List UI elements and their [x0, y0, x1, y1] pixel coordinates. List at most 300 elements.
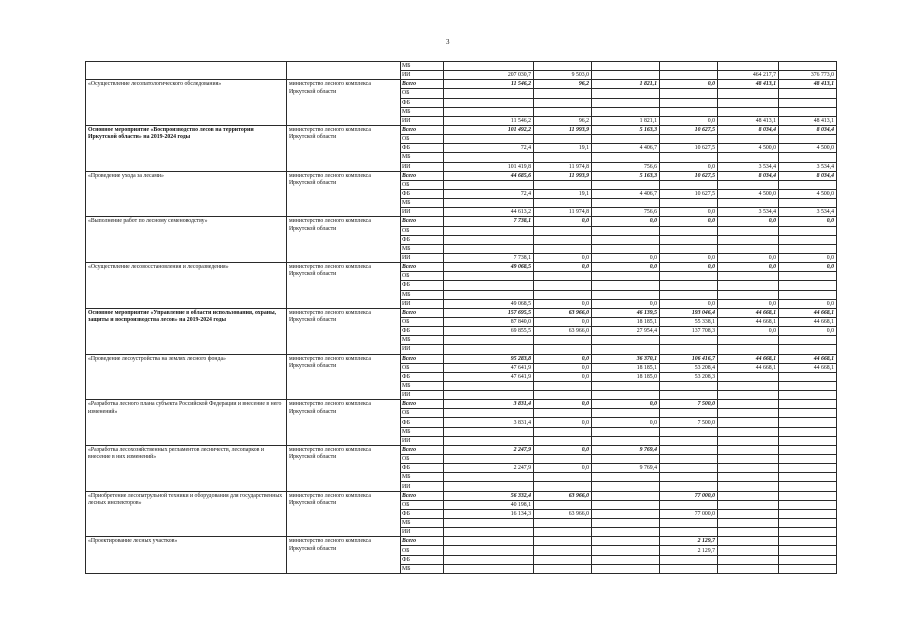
amount-cell: 11 546,2 [444, 80, 534, 89]
amount-cell: 0,0 [660, 208, 718, 217]
amount-cell [534, 235, 592, 244]
amount-cell [660, 135, 718, 144]
amount-cell [592, 546, 660, 555]
amount-cell [779, 244, 837, 253]
amount-cell: 0,0 [718, 253, 779, 262]
amount-cell: 46 139,5 [592, 308, 660, 317]
amount-cell: 101 492,2 [444, 125, 534, 134]
amount-cell: 44 668,1 [718, 354, 779, 363]
amount-cell: 69 855,5 [444, 327, 534, 336]
amount-cell [592, 473, 660, 482]
amount-cell [444, 555, 534, 564]
amount-cell [660, 62, 718, 71]
amount-cell: 40 198,1 [444, 500, 534, 509]
activity-name: «Выполнение работ по лесному семеноводству» [86, 217, 287, 263]
amount-cell [592, 226, 660, 235]
amount-cell: 11 993,9 [534, 125, 592, 134]
amount-cell [718, 391, 779, 400]
responsible-executor: министерство лесного комплекса Иркутской области [287, 308, 401, 354]
amount-cell: 4 500,0 [779, 144, 837, 153]
funding-source: Всего [401, 125, 444, 134]
amount-cell [718, 400, 779, 409]
table-row [86, 80, 837, 89]
funding-source: Всего [401, 445, 444, 454]
amount-cell [718, 509, 779, 518]
amount-cell [444, 546, 534, 555]
amount-cell: 10 627,5 [660, 144, 718, 153]
amount-cell: 4 500,0 [779, 189, 837, 198]
amount-cell [660, 244, 718, 253]
amount-cell [718, 336, 779, 345]
amount-cell [534, 427, 592, 436]
funding-source: ФБ [401, 144, 444, 153]
amount-cell [779, 89, 837, 98]
amount-cell: 0,0 [718, 217, 779, 226]
amount-cell [718, 89, 779, 98]
funding-source: МБ [401, 473, 444, 482]
amount-cell [592, 528, 660, 537]
amount-cell: 63 966,0 [534, 491, 592, 500]
amount-cell [660, 199, 718, 208]
funding-source: ИИ [401, 391, 444, 400]
table-row [86, 400, 837, 409]
amount-cell: 9 769,4 [592, 464, 660, 473]
amount-cell [660, 455, 718, 464]
funding-source: Всего [401, 217, 444, 226]
funding-source: ФБ [401, 98, 444, 107]
page-number: 3 [446, 38, 450, 46]
amount-cell [592, 381, 660, 390]
amount-cell: 53 208,3 [660, 372, 718, 381]
table-row [86, 445, 837, 454]
amount-cell [779, 180, 837, 189]
amount-cell [592, 427, 660, 436]
amount-cell [592, 235, 660, 244]
amount-cell: 0,0 [592, 253, 660, 262]
amount-cell [534, 500, 592, 509]
amount-cell: 0,0 [660, 253, 718, 262]
amount-cell [592, 564, 660, 573]
funding-source: ОБ [401, 317, 444, 326]
amount-cell: 44 668,1 [779, 363, 837, 372]
funding-source: ОБ [401, 272, 444, 281]
amount-cell [534, 153, 592, 162]
funding-source: МБ [401, 336, 444, 345]
amount-cell: 3 534,4 [718, 162, 779, 171]
amount-cell [592, 555, 660, 564]
amount-cell: 4 406,7 [592, 189, 660, 198]
amount-cell [534, 244, 592, 253]
amount-cell: 756,6 [592, 162, 660, 171]
amount-cell [660, 473, 718, 482]
amount-cell [660, 107, 718, 116]
amount-cell: 106 416,7 [660, 354, 718, 363]
funding-source: ИИ [401, 299, 444, 308]
amount-cell: 2 247,9 [444, 464, 534, 473]
amount-cell [592, 62, 660, 71]
amount-cell [718, 464, 779, 473]
amount-cell [779, 528, 837, 537]
amount-cell: 49 068,5 [444, 299, 534, 308]
amount-cell [592, 107, 660, 116]
amount-cell [779, 391, 837, 400]
amount-cell: 48 413,1 [718, 116, 779, 125]
amount-cell: 63 966,0 [534, 327, 592, 336]
amount-cell: 7 738,1 [444, 253, 534, 262]
amount-cell [534, 546, 592, 555]
amount-cell [444, 226, 534, 235]
amount-cell [718, 528, 779, 537]
amount-cell: 0,0 [660, 299, 718, 308]
table-row [86, 537, 837, 546]
funding-source: Всего [401, 537, 444, 546]
amount-cell [779, 272, 837, 281]
amount-cell [444, 135, 534, 144]
funding-source: ОБ [401, 226, 444, 235]
funding-source: Всего [401, 400, 444, 409]
amount-cell: 48 413,1 [779, 80, 837, 89]
funding-source: МБ [401, 519, 444, 528]
amount-cell [779, 546, 837, 555]
amount-cell: 0,0 [534, 354, 592, 363]
amount-cell [660, 153, 718, 162]
amount-cell: 3 534,4 [779, 162, 837, 171]
amount-cell [718, 62, 779, 71]
amount-cell [718, 372, 779, 381]
amount-cell [718, 445, 779, 454]
amount-cell [660, 336, 718, 345]
amount-cell [779, 445, 837, 454]
amount-cell [718, 345, 779, 354]
funding-source: ФБ [401, 464, 444, 473]
amount-cell: 5 163,3 [592, 171, 660, 180]
amount-cell: 44 668,1 [779, 308, 837, 317]
amount-cell [660, 391, 718, 400]
amount-cell: 0,0 [660, 116, 718, 125]
amount-cell: 63 966,0 [534, 509, 592, 518]
amount-cell [534, 528, 592, 537]
amount-cell [660, 345, 718, 354]
amount-cell: 7 500,0 [660, 400, 718, 409]
amount-cell: 95 283,8 [444, 354, 534, 363]
amount-cell [592, 98, 660, 107]
funding-source: ИИ [401, 162, 444, 171]
table-row [86, 125, 837, 134]
amount-cell [592, 455, 660, 464]
responsible-executor: министерство лесного комплекса Иркутской области [287, 537, 401, 574]
funding-source: ИИ [401, 116, 444, 125]
amount-cell: 0,0 [779, 253, 837, 262]
amount-cell [779, 372, 837, 381]
amount-cell [592, 135, 660, 144]
activity-name: «Проектирование лесных участков» [86, 537, 287, 574]
amount-cell: 0,0 [534, 317, 592, 326]
funding-source: ОБ [401, 500, 444, 509]
amount-cell [534, 226, 592, 235]
activity-name [86, 62, 287, 80]
amount-cell [444, 272, 534, 281]
activity-name: «Осуществление лесопатологического обследования» [86, 80, 287, 126]
amount-cell [534, 482, 592, 491]
amount-cell: 9 503,0 [534, 71, 592, 80]
amount-cell [592, 71, 660, 80]
amount-cell [660, 290, 718, 299]
amount-cell [718, 473, 779, 482]
amount-cell [779, 135, 837, 144]
funding-source: ФБ [401, 418, 444, 427]
funding-source: МБ [401, 381, 444, 390]
funding-source: ИИ [401, 71, 444, 80]
amount-cell [718, 226, 779, 235]
funding-source: ОБ [401, 135, 444, 144]
amount-cell: 0,0 [718, 327, 779, 336]
amount-cell [779, 107, 837, 116]
amount-cell [718, 180, 779, 189]
amount-cell [718, 519, 779, 528]
amount-cell [779, 436, 837, 445]
amount-cell [444, 235, 534, 244]
amount-cell: 0,0 [534, 253, 592, 262]
amount-cell [718, 272, 779, 281]
amount-cell: 27 954,4 [592, 327, 660, 336]
amount-cell [534, 391, 592, 400]
amount-cell: 72,4 [444, 189, 534, 198]
amount-cell [660, 564, 718, 573]
funding-source: ИИ [401, 436, 444, 445]
funding-source: ФБ [401, 281, 444, 290]
amount-cell [660, 427, 718, 436]
amount-cell [444, 409, 534, 418]
funding-source: ИИ [401, 208, 444, 217]
amount-cell [444, 180, 534, 189]
amount-cell: 18 185,1 [592, 317, 660, 326]
amount-cell [779, 500, 837, 509]
amount-cell [534, 199, 592, 208]
responsible-executor: министерство лесного комплекса Иркутской области [287, 445, 401, 491]
amount-cell: 18 185,0 [592, 372, 660, 381]
amount-cell [660, 71, 718, 80]
amount-cell: 0,0 [779, 217, 837, 226]
amount-cell [779, 281, 837, 290]
amount-cell [660, 464, 718, 473]
amount-cell: 464 217,7 [718, 71, 779, 80]
amount-cell [718, 244, 779, 253]
funding-source: ОБ [401, 363, 444, 372]
amount-cell [779, 62, 837, 71]
amount-cell [444, 199, 534, 208]
amount-cell: 8 034,4 [779, 125, 837, 134]
amount-cell [779, 418, 837, 427]
amount-cell: 49 068,5 [444, 263, 534, 272]
amount-cell: 48 413,1 [779, 116, 837, 125]
amount-cell [592, 537, 660, 546]
amount-cell [718, 235, 779, 244]
table-row [86, 171, 837, 180]
amount-cell: 1 821,1 [592, 80, 660, 89]
amount-cell: 55 338,1 [660, 317, 718, 326]
amount-cell: 0,0 [718, 263, 779, 272]
amount-cell: 44 613,2 [444, 208, 534, 217]
amount-cell [779, 153, 837, 162]
amount-cell: 18 185,1 [592, 363, 660, 372]
amount-cell [660, 226, 718, 235]
amount-cell [534, 281, 592, 290]
amount-cell: 0,0 [534, 445, 592, 454]
activity-name: «Проведение ухода за лесами» [86, 171, 287, 217]
amount-cell [444, 290, 534, 299]
amount-cell: 16 134,3 [444, 509, 534, 518]
amount-cell: 4 500,0 [718, 189, 779, 198]
amount-cell [534, 98, 592, 107]
amount-cell: 0,0 [660, 80, 718, 89]
amount-cell [779, 464, 837, 473]
amount-cell [718, 107, 779, 116]
amount-cell: 0,0 [660, 217, 718, 226]
amount-cell [534, 345, 592, 354]
responsible-executor [287, 62, 401, 80]
amount-cell [534, 436, 592, 445]
amount-cell [779, 482, 837, 491]
funding-source: МБ [401, 244, 444, 253]
funding-source: ОБ [401, 409, 444, 418]
amount-cell: 10 627,5 [660, 125, 718, 134]
amount-cell: 11 974,8 [534, 162, 592, 171]
amount-cell [534, 272, 592, 281]
amount-cell [444, 62, 534, 71]
amount-cell [444, 107, 534, 116]
amount-cell [718, 436, 779, 445]
activity-name: «Осуществление лесовосстановления и лесоразведения» [86, 263, 287, 309]
funding-source: Всего [401, 308, 444, 317]
amount-cell [718, 381, 779, 390]
amount-cell: 44 668,1 [718, 308, 779, 317]
amount-cell: 96,2 [534, 116, 592, 125]
amount-cell: 101 419,8 [444, 162, 534, 171]
amount-cell [718, 564, 779, 573]
amount-cell [444, 564, 534, 573]
amount-cell [660, 500, 718, 509]
funding-source: ОБ [401, 455, 444, 464]
amount-cell [718, 491, 779, 500]
funding-source: МБ [401, 153, 444, 162]
amount-cell: 0,0 [534, 299, 592, 308]
activity-name: «Приобретение лесопатрульной техники и оборудования для государственных лесных инспекторов» [86, 491, 287, 537]
amount-cell [660, 409, 718, 418]
amount-cell [592, 89, 660, 98]
amount-cell [718, 455, 779, 464]
amount-cell [718, 546, 779, 555]
funding-source: ИИ [401, 528, 444, 537]
amount-cell [779, 519, 837, 528]
amount-cell: 44 668,1 [718, 317, 779, 326]
amount-cell [444, 153, 534, 162]
funding-source: ФБ [401, 509, 444, 518]
amount-cell [779, 409, 837, 418]
amount-cell [592, 391, 660, 400]
amount-cell [779, 290, 837, 299]
amount-cell: 8 034,4 [779, 171, 837, 180]
amount-cell: 756,6 [592, 208, 660, 217]
amount-cell [718, 418, 779, 427]
amount-cell: 0,0 [660, 263, 718, 272]
amount-cell [779, 427, 837, 436]
amount-cell: 44 668,1 [779, 354, 837, 363]
amount-cell [444, 455, 534, 464]
amount-cell: 0,0 [779, 263, 837, 272]
amount-cell [534, 290, 592, 299]
amount-cell [779, 491, 837, 500]
amount-cell: 376 773,0 [779, 71, 837, 80]
amount-cell [444, 89, 534, 98]
amount-cell [534, 336, 592, 345]
budget-table-body [86, 62, 837, 574]
funding-source: Всего [401, 491, 444, 500]
amount-cell [534, 180, 592, 189]
responsible-executor: министерство лесного комплекса Иркутской области [287, 80, 401, 126]
amount-cell [592, 345, 660, 354]
amount-cell: 19,1 [534, 189, 592, 198]
funding-source: ФБ [401, 235, 444, 244]
funding-source: МБ [401, 107, 444, 116]
responsible-executor: министерство лесного комплекса Иркутской области [287, 354, 401, 400]
responsible-executor: министерство лесного комплекса Иркутской области [287, 125, 401, 171]
amount-cell: 48 413,1 [718, 80, 779, 89]
amount-cell: 77 000,0 [660, 491, 718, 500]
amount-cell: 47 641,9 [444, 363, 534, 372]
amount-cell [779, 199, 837, 208]
amount-cell [592, 482, 660, 491]
amount-cell [444, 98, 534, 107]
amount-cell: 0,0 [534, 400, 592, 409]
funding-source: ФБ [401, 189, 444, 198]
responsible-executor: министерство лесного комплекса Иркутской области [287, 491, 401, 537]
activity-name: «Разработка лесохозяйственных регламентов лесничеств, лесопарков и внесение в них изменений» [86, 445, 287, 491]
amount-cell [779, 235, 837, 244]
amount-cell [660, 281, 718, 290]
amount-cell: 11 974,8 [534, 208, 592, 217]
amount-cell: 9 769,4 [592, 445, 660, 454]
amount-cell: 2 129,7 [660, 546, 718, 555]
amount-cell [534, 107, 592, 116]
amount-cell [534, 537, 592, 546]
table-row [86, 62, 837, 71]
amount-cell: 7 500,0 [660, 418, 718, 427]
amount-cell: 1 821,1 [592, 116, 660, 125]
funding-source: МБ [401, 199, 444, 208]
amount-cell: 207 030,7 [444, 71, 534, 80]
activity-name: «Проведение лесоустройства на землях лесного фонда» [86, 354, 287, 400]
amount-cell [718, 555, 779, 564]
amount-cell: 2 247,9 [444, 445, 534, 454]
table-row [86, 491, 837, 500]
funding-source: ИИ [401, 482, 444, 491]
funding-source: ОБ [401, 546, 444, 555]
activity-name: «Разработка лесного плана субъекта Российской Федерации и внесение в него изменений» [86, 400, 287, 446]
amount-cell [592, 244, 660, 253]
amount-cell: 0,0 [779, 299, 837, 308]
amount-cell: 0,0 [534, 372, 592, 381]
amount-cell [444, 427, 534, 436]
amount-cell [592, 500, 660, 509]
responsible-executor: министерство лесного комплекса Иркутской области [287, 263, 401, 309]
amount-cell [444, 336, 534, 345]
amount-cell: 0,0 [534, 418, 592, 427]
amount-cell [534, 555, 592, 564]
amount-cell [779, 564, 837, 573]
amount-cell: 87 840,0 [444, 317, 534, 326]
amount-cell [534, 455, 592, 464]
amount-cell: 0,0 [534, 464, 592, 473]
